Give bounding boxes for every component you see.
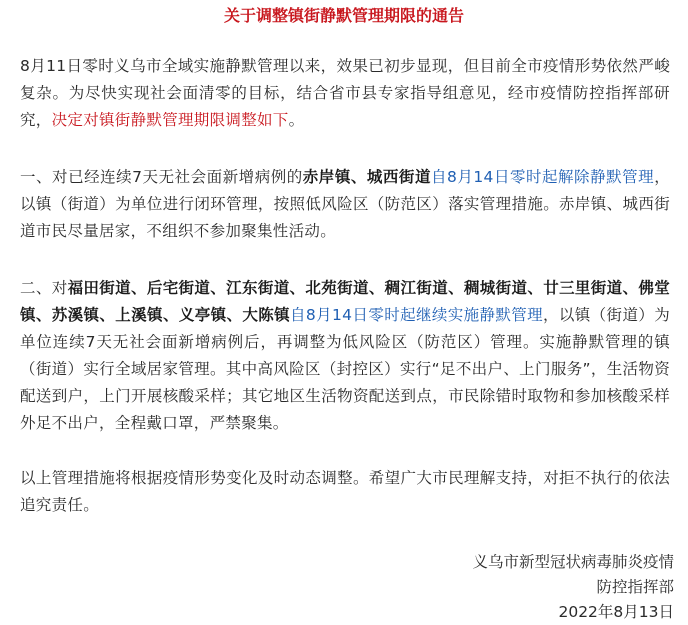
intro-text: 8月11日零时义乌市全域实施静默管理以来，效果已初步显现，但目前全市疫情形势依然严峻复杂。为尽快实现社会面清零的目标，结合省市县专家指导组意见，经市疫情防控指挥部研究， [20,57,670,129]
signature-org-line1: 义乌市新型冠状病毒肺炎疫情 [472,553,674,571]
intro-end: 。 [288,111,305,129]
paragraph-closing: 以上管理措施将根据疫情形势变化及时动态调整。希望广大市民理解支持，对拒不执行的依法追究责任。 [20,469,670,514]
item-two-areas: 福田街道、后宅街道、江东街道、北苑街道、稠江街道、稠城街道、廿三里街道、佛堂镇、苏溪镇、上溪镇、义亭镇、大陈镇 [20,279,671,324]
item-one-lead: 一、对已经连续7天无社会面新增病例的 [20,168,303,186]
signature-org-line2: 防控指挥部 [596,578,674,596]
paragraph-item-one [20,164,670,245]
paragraph-intro [20,53,670,134]
item-one-body: ，以镇（街道）为单位进行闭环管理，按照低风险区（防范区）落实管理措施。赤岸镇、城西街道市民尽量居家，不组织不参加聚集性活动。 [20,168,670,240]
signature-date: 2022年8月13日 [558,603,674,621]
item-two-body: ，以镇（街道）为单位连续7天无社会面新增病例后，再调整为低风险区（防范区）管理。实施静默管理的镇（街道）实行全域居家管理。其中高风险区（封控区）实行“足不出户、上门服务”，生活物资配送到户，上门开展核酸采样；其它地区生活物资配送到点，市民除错时取物和参加核酸采样外足不出户，全程戴口罩，严禁聚集。 [20,306,671,432]
intro-decision-highlight: 决定对镇街静默管理期限调整如下 [51,111,289,129]
item-two-time-highlight: 自8月14日零时起继续实施静默管理 [290,306,544,324]
item-two-lead: 二、对 [20,279,68,297]
notice-title: 关于调整镇街静默管理期限的通告 [223,6,464,25]
item-one-time-highlight: 自8月14日零时起解除静默管理 [430,168,655,186]
item-one-areas: 赤岸镇、城西街道 [302,168,431,186]
paragraph-item-two [20,275,670,437]
